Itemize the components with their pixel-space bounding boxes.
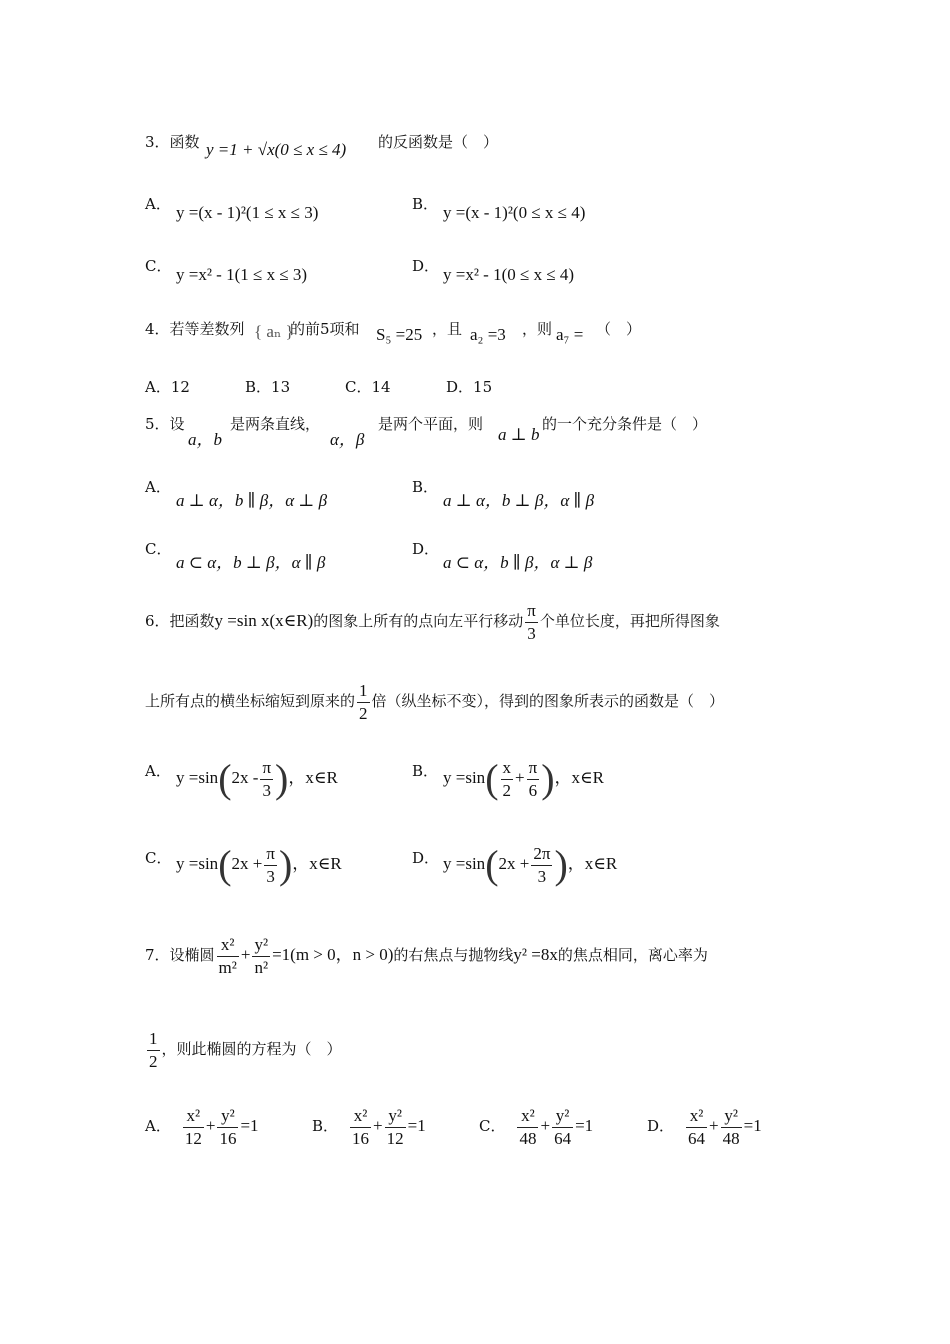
q7-line2: $\frac{1}{2}$ ，则此椭圆的方程为（ ）: [149, 1028, 342, 1071]
q5-option-b-label: B．: [412, 478, 439, 496]
q3-option-d-label: D．: [412, 257, 440, 275]
q3-stem-prefix: 3．函数: [145, 133, 200, 151]
q4-option-b: B．13: [245, 378, 291, 396]
q6-option-d: y =sin(2x + $\frac{2\pi}{3}$ )，x∈R: [443, 842, 618, 888]
q4-stem-prefix: 4．若等差数列: [145, 320, 245, 338]
q7-option-d: D． $\frac{\text{x²}}{64}$ + $\frac{\text{y²}}{48}$ =1: [647, 1105, 762, 1148]
q4-stem-suffix: （ ）: [596, 320, 642, 338]
q4-stem-then: ，则: [522, 320, 553, 338]
q3-option-b: y =(x - 1)²(0 ≤ x ≤ 4): [443, 203, 586, 222]
q6-shift-fraction: $\frac{\pi}{3}$: [527, 600, 536, 643]
q5-option-c-label: C．: [145, 540, 172, 558]
q7-option-a: A． $\frac{\text{x²}}{12}$ + $\frac{\text{y²}}{16}$ =1: [145, 1105, 259, 1148]
q7-option-c: C． $\frac{\text{x²}}{48}$ + $\frac{\text{y²}}{64}$ =1: [479, 1105, 594, 1148]
q4-a2: a₂ =3: [470, 325, 506, 344]
q3-option-b-label: B．: [412, 195, 439, 213]
q5-option-a-label: A．: [145, 478, 171, 496]
q3-stem-suffix: 的反函数是（ ）: [378, 133, 499, 151]
q3-option-c-label: C．: [145, 257, 172, 275]
q3-option-a-label: A．: [145, 195, 171, 213]
q5-stem-suffix: 的一个充分条件是（ ）: [542, 415, 708, 433]
q7-option-b: B． $\frac{\text{x²}}{16}$ + $\frac{\text{y²}}{12}$ =1: [312, 1105, 426, 1148]
q6-option-b: y =sin( $\frac{x}{2}$ + $\frac{\pi}{6}$ )，x∈R: [443, 756, 604, 802]
q5-option-d-label: D．: [412, 540, 440, 558]
q7-eccentricity: $\frac{1}{2}$: [149, 1028, 158, 1071]
q4-stem-mid: 的前5项和: [290, 320, 360, 338]
q5-planes: α，β: [330, 430, 365, 449]
q6-option-a-label: A．: [145, 762, 171, 780]
q5-stem-mid2: 是两个平面，则: [378, 415, 484, 433]
q3-option-c: y =x² - 1(1 ≤ x ≤ 3): [176, 265, 308, 284]
q5-option-c: a ⊂ α，b ⊥ β，α ∥ β: [176, 553, 326, 572]
q6-line2: 上所有点的横坐标缩短到原来的 $\frac{1}{2}$ 倍（纵坐标不变），得到的图象所表示的函数是（ ）: [145, 680, 725, 723]
q6-line1: 6．把函数y =sin x(x∈R)的图象上所有的点向左平行移动 $\frac{\pi}{3}$ 个单位长度，再把所得图象: [145, 600, 720, 643]
q5-lines: a，b: [188, 430, 222, 449]
q4-option-c: C．14: [345, 378, 391, 396]
q7-ellipse: $\frac{\text{x²}}{\text{m²}}$ + $\frac{\text{y²}}{\text{n²}}$ =1(m > 0，n > 0): [218, 934, 394, 977]
q4-s5: S₅ =25: [376, 325, 423, 344]
q6-option-d-label: D．: [412, 849, 440, 867]
q7-line1: 7．设椭圆 $\frac{\text{x²}}{\text{m²}}$ + $\frac{\text{y²}}{\text{n²}}$ =1(m > 0，n > 0)的右焦点与抛物线y² =8x的焦点相同，离心率为: [145, 934, 708, 977]
q5-stem-prefix: 5．设: [145, 415, 185, 433]
q6-option-a: y =sin(2x - $\frac{\pi}{3}$ )，x∈R: [176, 756, 338, 802]
q6-function: y =sin x(x∈R): [214, 611, 314, 630]
q3-expression: y =1 + √x(0 ≤ x ≤ 4): [206, 140, 347, 159]
q5-option-b: a ⊥ α，b ⊥ β，α ∥ β: [443, 491, 595, 510]
q3-option-d: y =x² - 1(0 ≤ x ≤ 4): [443, 265, 575, 284]
q6-option-c-label: C．: [145, 849, 172, 867]
q5-option-a: a ⊥ α，b ∥ β，α ⊥ β: [176, 491, 328, 510]
q6-option-b-label: B．: [412, 762, 439, 780]
q4-option-a: A．12: [145, 378, 190, 396]
q5-stem-mid1: 是两条直线，: [230, 415, 321, 433]
q6-option-c: y =sin(2x + $\frac{\pi}{3}$ )，x∈R: [176, 842, 342, 888]
q6-ratio-fraction: $\frac{1}{2}$: [359, 680, 368, 723]
q4-option-d: D．15: [446, 378, 493, 396]
q4-stem-and: ，且: [432, 320, 463, 338]
q7-parabola: y² =8x: [513, 945, 558, 964]
q3-option-a: y =(x - 1)²(1 ≤ x ≤ 3): [176, 203, 319, 222]
q5-perp: a ⊥ b: [498, 425, 540, 444]
q4-a7: a₇ =: [556, 325, 584, 344]
q5-option-d: a ⊂ α，b ∥ β，α ⊥ β: [443, 553, 593, 572]
q4-sequence: { aₙ }: [254, 322, 294, 341]
